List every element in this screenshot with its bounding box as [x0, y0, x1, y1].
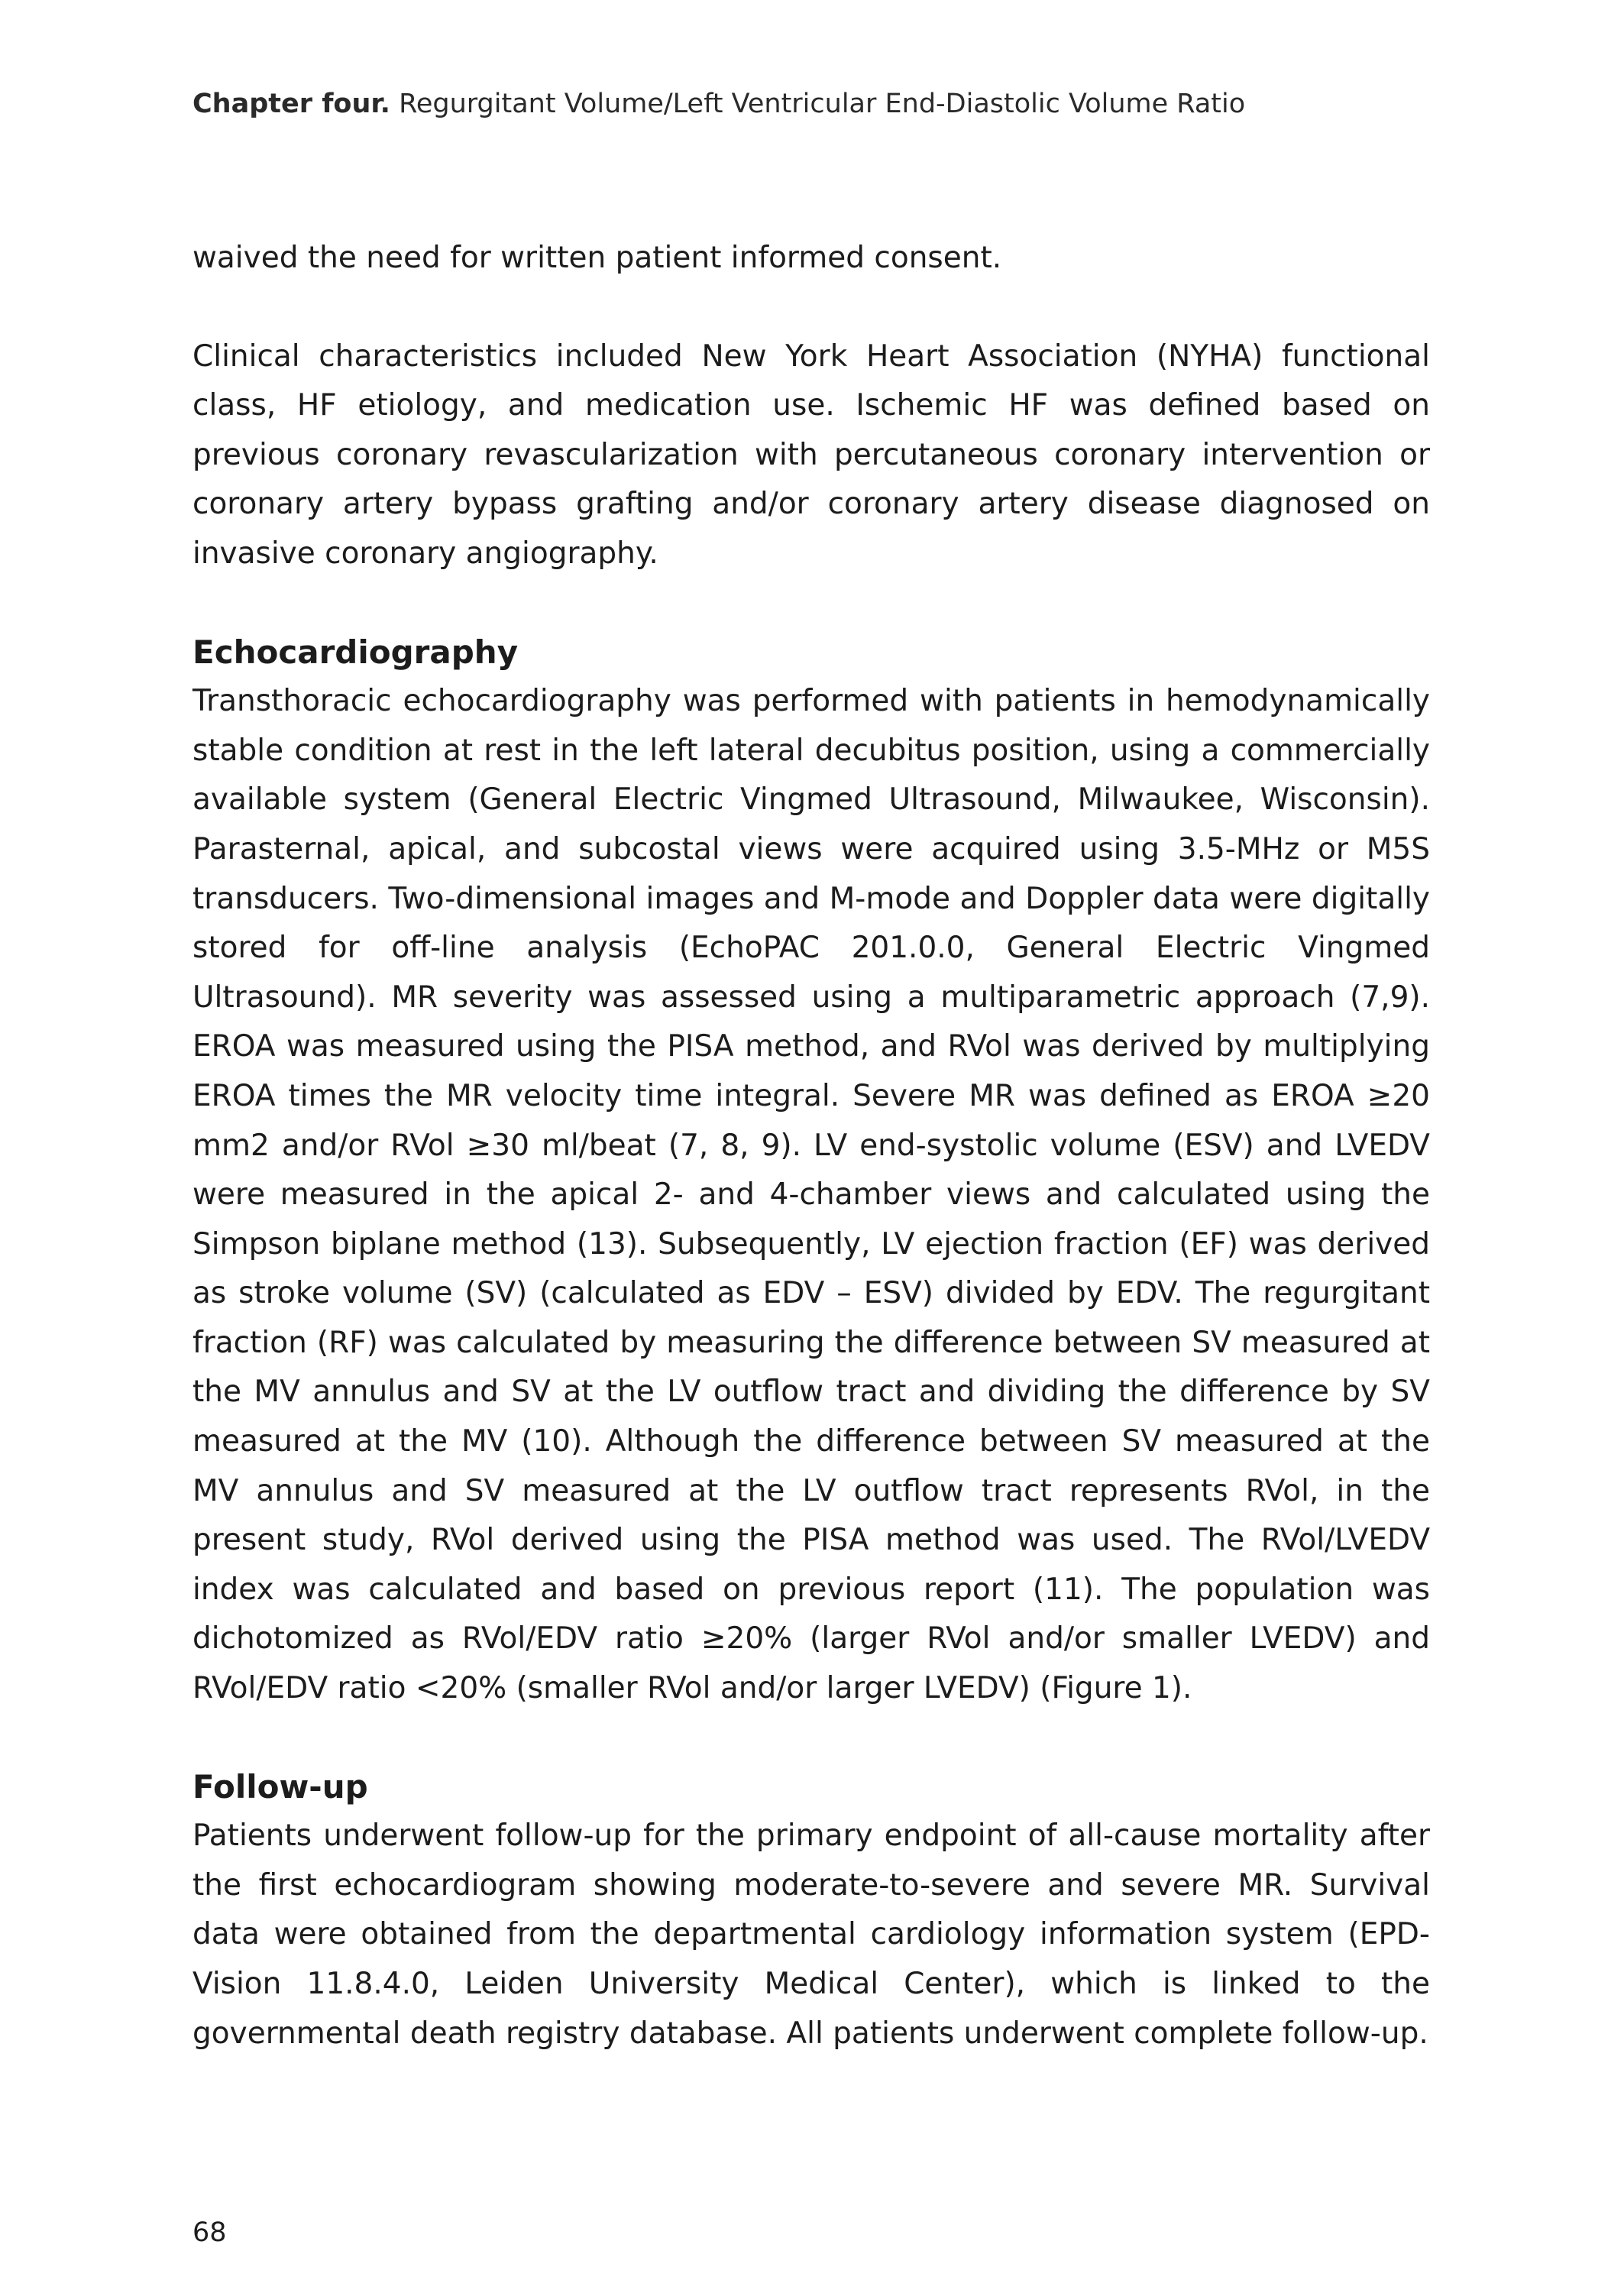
- paragraph-clinical-characteristics: Clinical characteristics included New York Heart Association (NYHA) functional class, HF etiology, and medication use. Ischemic HF was defined based on previous coronary revascularization with percutaneous coronary intervention or coronary artery bypass grafting and/or coronary artery disease diagnosed on invasive coronary angiography.: [192, 338, 1430, 571]
- chapter-title: Regurgitant Volume/Left Ventricular End-Diastolic Volume Ratio: [399, 89, 1246, 119]
- page-number: 68: [192, 2217, 227, 2248]
- heading-follow-up: Follow-up: [192, 1767, 368, 1806]
- heading-echocardiography: Echocardiography: [192, 633, 519, 671]
- main-text: [192, 234, 1430, 2058]
- chapter-label: Chapter four.: [192, 89, 390, 119]
- paragraph-follow-up: Patients underwent follow-up for the primary endpoint of all-cause mortality after the first echocardiogram showing moderate-to-severe and severe MR. Survival data were obtained from the departmental cardiology information system (EPD-Vision 11.8.4.0, Leiden University Medical Center), which is linked to the governmental death registry database. All patients underwent complete follow-up.: [192, 1819, 1430, 2051]
- running-header: [192, 86, 1245, 122]
- paragraph-echocardiography: Transthoracic echocardiography was performed with patients in hemodynamically stable condition at rest in the left lateral decubitus position, using a commercially available system (General Electric Vingmed Ultrasound, Milwaukee, Wisconsin). Parasternal, apical, and subcostal views were acquired using 3.5-MHz or M5S transducers. Two-dimensional images and M-mode and Doppler data were digitally stored for off-line analysis (EchoPAC 201.0.0, General Electric Vingmed Ultrasound). MR severity was assessed using a multiparametric approach (7,9). EROA was measured using the PISA method, and RVol was derived by multiplying EROA times the MR velocity time integral. Severe MR was defined as EROA ≥20 mm2 and/or RVol ≥30 ml/beat (7, 8, 9). LV end-systolic volume (ESV) and LVEDV were measured in the apical 2- and 4-chamber views and calculated using the Simpson biplane method (13). Subsequently, LV ejection fraction (EF) was derived as stroke volume (SV) (calculated as EDV – ESV) divided by EDV. The regurgitant fraction (RF) was calculated by measuring the difference between SV measured at the MV annulus and SV at the LV outflow tract and dividing the difference by SV measured at the MV (10). Although the difference between SV measured at the MV annulus and SV measured at the LV outflow tract represents RVol, in the present study, RVol derived using the PISA method was used. The RVol/LVEDV index was calculated and based on previous report (11). The population was dichotomized as RVol/EDV ratio ≥20% (larger RVol and/or smaller LVEDV) and RVol/EDV ratio <20% (smaller RVol and/or larger LVEDV) (Figure 1).: [192, 684, 1430, 1706]
- paragraph-consent: waived the need for written patient informed consent.: [192, 241, 1002, 275]
